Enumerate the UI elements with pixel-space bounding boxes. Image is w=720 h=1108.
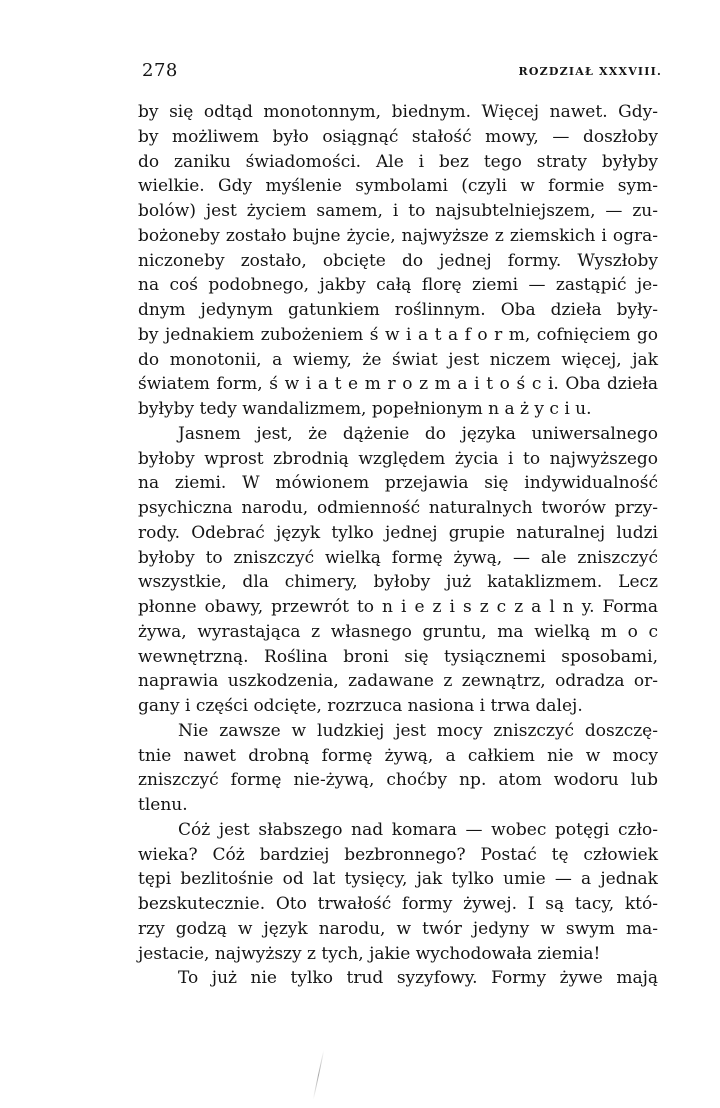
text-line: do zaniku świadomości. Ale i bez tego straty byłyby	[138, 151, 658, 172]
page-header	[142, 60, 662, 84]
text-line: na ziemi. W mówionem przejawia się indywidualność	[138, 473, 658, 494]
text-line: gany i części odcięte, rozrzuca nasiona i trwa dalej.	[138, 696, 583, 716]
text-line: wieka? Cóż bardziej bezbronnego? Postać tę człowiek	[138, 844, 658, 865]
text-line: naprawia uszkodzenia, zadawane z zewnątrz, odradza or-	[138, 671, 658, 692]
running-head: ROZDZIAŁ XXXVIII.	[518, 65, 662, 78]
text-line: światem form, ś w i a t e m r o z m a i t o ś c i. Oba dzieła	[138, 374, 658, 395]
text-line: bolów) jest życiem samem, i to najsubtelniejszem, — zu-	[138, 201, 658, 221]
text-line: do monotonii, a wiemy, że świat jest niczem więcej, jak	[138, 349, 658, 370]
page-number: 278	[142, 60, 178, 81]
text-line: zniszczyć formę nie-żywą, choćby np. atom wodoru lub	[138, 770, 658, 791]
text-line: wielkie. Gdy myślenie symbolami (czyli w formie sym-	[138, 176, 658, 197]
text-line: To już nie tylko trud syzyfowy. Formy żywe mają	[178, 968, 658, 989]
text-line: Cóż jest słabszego nad komara — wobec potęgi czło-	[178, 819, 658, 840]
text-line: tnie nawet drobną formę żywą, a całkiem nie w mocy	[138, 745, 658, 766]
body-text	[138, 100, 658, 991]
text-line: na coś podobnego, jakby całą florę ziemi — zastąpić je-	[138, 275, 658, 296]
text-line: dnym jedynym gatunkiem roślinnym. Oba dzieła były-	[138, 300, 658, 320]
stray-pencil-mark	[313, 1050, 324, 1099]
text-line: byłyby tedy wandalizmem, popełnionym n a ż y c i u.	[138, 399, 592, 419]
text-line: Jasnem jest, że dążenie do języka uniwersalnego	[178, 423, 658, 444]
text-line: byłoby to zniszczyć wielką formę żywą, — ale zniszczyć	[138, 547, 658, 568]
text-line: byłoby wprost zbrodnią względem życia i to najwyższego	[138, 448, 658, 469]
text-line: rzy godzą w język narodu, w twór jedyny w swym ma-	[138, 918, 658, 939]
text-line: bezskutecznie. Oto trwałość formy żywej. I są tacy, któ-	[138, 894, 658, 914]
text-line: wewnętrzną. Roślina broni się tysiącznemi sposobami,	[138, 646, 658, 667]
text-line: Nie zawsze w ludzkiej jest mocy zniszczyć doszczę-	[178, 720, 658, 741]
text-line: niczoneby zostało, obcięte do jednej formy. Wyszłoby	[138, 250, 658, 271]
text-line: płonne obawy, przewrót to n i e z i s z c z a l n y. Forma	[138, 597, 658, 617]
text-line: bożoneby zostało bujne życie, najwyższe z ziemskich i ogra-	[138, 225, 658, 246]
text-line: wszystkie, dla chimery, byłoby już kataklizmem. Lecz	[138, 572, 658, 593]
text-line: tępi bezlitośnie od lat tysięcy, jak tylko umie — a jednak	[138, 869, 658, 890]
text-line: by możliwem było osiągnąć stałość mowy, — doszłoby	[138, 126, 658, 147]
text-line: tlenu.	[138, 795, 188, 815]
text-line: jestacie, najwyższy z tych, jakie wychodowała ziemia!	[138, 943, 601, 964]
text-line: psychiczna narodu, odmienność naturalnych tworów przy-	[138, 498, 658, 518]
text-line: rody. Odebrać język tylko jednej grupie naturalnej ludzi	[138, 522, 658, 543]
text-line: by jednakiem zubożeniem ś w i a t a f o r m, cofnięciem go	[138, 324, 658, 345]
text-line: żywa, wyrastająca z własnego gruntu, ma wielką m o c	[138, 621, 658, 642]
text-line: by się odtąd monotonnym, biednym. Więcej nawet. Gdy-	[138, 102, 658, 122]
